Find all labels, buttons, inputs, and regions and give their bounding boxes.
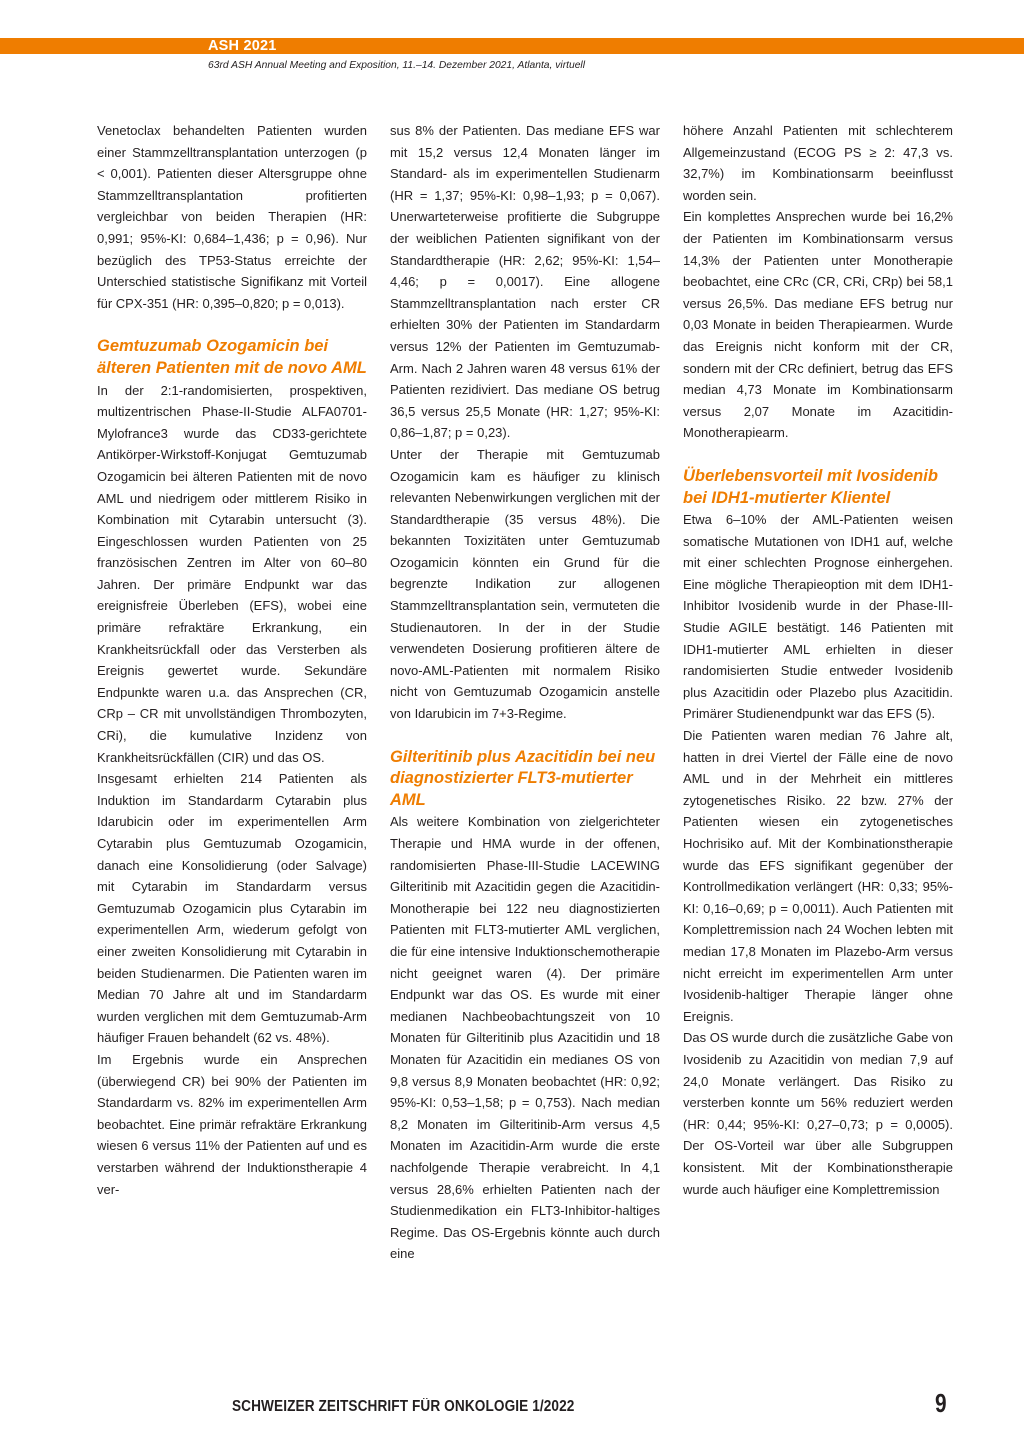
body-paragraph: Als weitere Kombination von zielgerichteter Therapie und HMA wurde in der offenen, randomisierten Phase-III-Studie LACEWING Gilteritinib mit Azacitidin gegen die Azacitidin-Monotherapie bei 122 neu diagnostizierten Patienten mit FLT3-mutierter AML verglichen, die für eine intensive Induktionschemotherapie nicht geeignet waren (4). Der primäre Endpunkt war das OS. Es wurde mit einer medianen Nachbeobachtungszeit von 10 Monaten für Gilteritinib plus Azacitidin und 18 Monaten für Azacitidin ein medianes OS von 9,8 versus 8,9 Monaten beobachtet (HR: 0,92; 95%-KI: 0,53–1,58; p = 0,753). Nach median 8,2 Monaten im Gilteritinib-Arm versus 4,5 Monaten im Azacitidin-Arm wurde die erste nachfolgende Therapie verabreicht. In 4,1 versus 28,6% erhielten Patienten nach der Studienmedikation ein FLT3-Inhibitor-haltiges Regime. Das OS-Ergebnis könnte auch durch eine	[390, 814, 660, 1262]
section-spacer	[390, 725, 660, 747]
body-paragraph: sus 8% der Patienten. Das mediane EFS war mit 15,2 versus 12,4 Monaten länger im Standard- als im experimentellen Studienarm (HR = 1,37; 95%-KI: 0,98–1,93; p = 0,067). Unerwarteterweise profitierte die Subgruppe der weiblichen Patienten signifikant von der Standardtherapie (HR: 2,62; 95%-KI: 1,54–4,46; p = 0,0017). Eine allogene Stammzelltransplantation nach erster CR erhielten 30% der Patienten im Standardarm versus 12% der Patienten im Gemtuzumab-Arm. Nach 2 Jahren waren 48 versus 61% der Patienten rezidiviert. Das mediane OS betrug 36,5 versus 25,5 Monate (HR: 1,27; 95%-KI: 0,86–1,87; p = 0,23).	[390, 123, 660, 441]
body-paragraph: Unter der Therapie mit Gemtuzumab Ozogamicin kam es häufiger zu klinisch relevanten Nebenwirkungen verglichen mit der Standardtherapie (35 versus 48%). Die bekannten Toxizitäten unter Gemtuzumab Ozogamicin könnten ein Grund für die begrenzte Indikation zur allogenen Stammzelltransplantation sein, vermuteten die Studienautoren. In der in der Studie verwendeten Dosierung profitieren ältere de novo-AML-Patienten mit normalem Risiko nicht von Gemtuzumab Ozogamicin anstelle von Idarubicin im 7+3-Regime.	[390, 446, 660, 722]
body-paragraph: Das OS wurde durch die zusätzliche Gabe von Ivosidenib zu Azacitidin von median 7,9 auf 24,0 Monate verlängert. Das Risiko zu versterben konnte um 56% reduziert werden (HR: 0,44; 95%-KI: 0,27–0,73; p = 0,0005). Der OS-Vorteil war über alle Subgruppen konsistent. Mit der Kombinationstherapie wurde auch häufiger eine Komplettremission	[683, 1030, 953, 1197]
text-column-2	[390, 120, 660, 1265]
body-paragraph: Venetoclax behandelten Patienten wurden einer Stammzelltransplantation unterzogen (p < 0,001). Patienten dieser Altersgruppe ohne Stammzelltransplantation profitierten vergleichbar von beiden Therapien (HR: 0,991; 95%-KI: 0,684–1,436; p = 0,96). Nur bezüglich des TP53-Status erreichte der Unterschied statistische Signifikanz mit Vorteil für CPX-351 (HR: 0,395–0,820; p = 0,013).	[97, 123, 367, 311]
page-number: 9	[935, 1388, 947, 1418]
text-column-3	[683, 120, 953, 1200]
body-paragraph: Ein komplettes Ansprechen wurde bei 16,2% der Patienten im Kombinationsarm versus 14,3% der Patienten unter Monotherapie beobachtet, eine CRc (CR, CRi, CRp) bei 58,1 versus 26,5%. Das mediane EFS betrug nur 0,03 Monate in beiden Therapiearmen. Wurde das Ereignis nicht konform mit der CR, sondern mit der CRc definiert, betrug das EFS median 4,73 Monate im Kombinationsarm versus 2,07 Monate im Azacitidin-Monotherapiearm.	[683, 209, 953, 441]
section-heading: Überlebensvorteil mit Ivosidenib bei IDH1-mutierter Klientel	[683, 466, 938, 507]
section-spacer	[683, 444, 953, 466]
section-heading: Gilteritinib plus Azacitidin bei neu diagnostizierter FLT3-mutierter AML	[390, 747, 656, 809]
body-paragraph: Insgesamt erhielten 214 Patienten als Induktion im Standardarm Cytarabin plus Idarubicin oder im experimentellen Arm Cytarabin plus Gemtuzumab Ozogamicin, danach eine Konsolidierung (oder Salvage) mit Cytarabin im Standardarm versus Gemtuzumab Ozogamicin plus Cytarabin im experimentellen Arm, wiederum gefolgt von einer zweiten Konsolidierung mit Cytarabin in beiden Studienarmen. Die Patienten waren im Median 70 Jahre alt und im Standardarm wurden verglichen mit dem Gemtuzumab-Arm häufiger Frauen behandelt (62 vs. 48%).	[97, 771, 367, 1046]
body-paragraph: Etwa 6–10% der AML-Patienten weisen somatische Mutationen von IDH1 auf, welche mit einer schlechten Prognose einhergehen. Eine mögliche Therapieoption mit dem IDH1-Inhibitor Ivosidenib wurde in der Phase-III-Studie AGILE bestätigt. 146 Patienten mit IDH1-mutierter AML erhielten in dieser randomisierten Studie entweder Ivosidenib plus Azacitidin oder Plazebo plus Azacitidin. Primärer Studienendpunkt war das EFS (5).	[683, 512, 953, 722]
journal-footer: SCHWEIZER ZEITSCHRIFT FÜR ONKOLOGIE 1/2022	[232, 1398, 575, 1415]
section-heading: Gemtuzumab Ozogamicin bei älteren Patienten mit de novo AML	[97, 337, 367, 377]
body-paragraph: höhere Anzahl Patienten mit schlechterem Allgemeinzustand (ECOG PS ≥ 2: 47,3 vs. 32,7%) im Kombinationsarm beeinflusst worden sein.	[683, 123, 953, 203]
section-spacer	[97, 314, 367, 336]
body-paragraph: Im Ergebnis wurde ein Ansprechen (überwiegend CR) bei 90% der Patienten im Standardarm vs. 82% im experimentellen Arm beobachtet. Eine primär refraktäre Erkrankung wiesen 6 versus 11% der Patienten auf und es verstarben während der Induktionstherapie 4 ver-	[97, 1051, 367, 1197]
text-column-1	[97, 120, 367, 1200]
body-paragraph: In der 2:1-randomisierten, prospektiven, multizentrischen Phase-II-Studie ALFA0701-Mylofrance3 wurde das CD33-gerichtete Antikörper-Wirkstoff-Konjugat Gemtuzumab Ozogamicin bei älteren Patienten mit de novo AML und niedrigem oder mittlerem Risiko in Kombination mit Cytarabin untersucht (3). Eingeschlossen wurden Patienten von 25 französischen Zentren im Alter von 60–80 Jahren. Der primäre Endpunkt war das ereignisfreie Überleben (EFS), wobei eine primäre refraktäre Erkrankung, ein Krankheitsrückfall oder das Versterben als Ereignis gewertet wurde. Sekundäre Endpunkte waren u.a. das Ansprechen (CR, CRp – CR mit unvollständigen Thrombozyten, CRi), die kumulative Inzidenz von Krankheitsrückfällen (CIR) und das OS.	[97, 382, 367, 765]
conference-short-title: ASH 2021	[208, 38, 277, 54]
body-paragraph: Die Patienten waren median 76 Jahre alt, hatten in drei Viertel der Fälle eine de novo AML und in der Mehrheit ein mittleres zytogenetisches Risiko. 22 bzw. 27% der Patienten wiesen ein zytogenetisches Hochrisiko auf. Mit der Kombinationstherapie wurde das EFS signifikant gegenüber der Kontrollmedikation verlängert (HR: 0,33; 95%-KI: 0,16–0,69; p = 0,0011). Auch Patienten mit Komplettremission nach 24 Wochen lebten mit median 17,8 Monaten im Plazebo-Arm versus nicht erreicht im experimentellen Arm unter Ivosidenib-haltiger Therapie länger ohne Ereignis.	[683, 728, 953, 1024]
header-accent-bar	[0, 38, 1024, 54]
conference-subtitle: 63rd ASH Annual Meeting and Exposition, 11.–14. Dezember 2021, Atlanta, virtuell	[208, 60, 586, 71]
